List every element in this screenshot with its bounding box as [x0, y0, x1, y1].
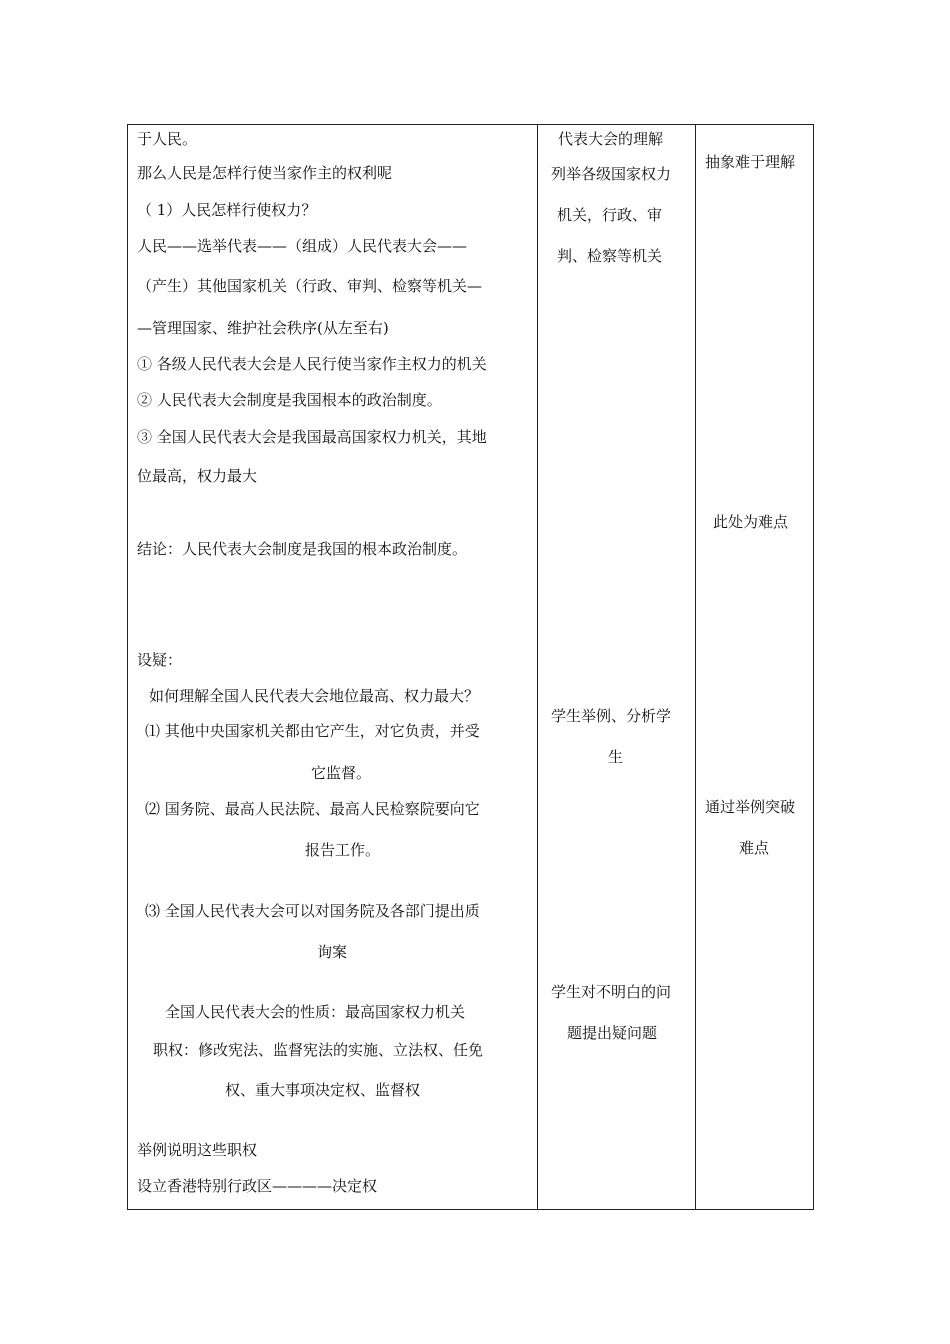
activity-line: 判、检察等机关 — [557, 247, 663, 265]
activity-line: 列举各级国家权力 — [551, 165, 672, 183]
column-divider-2 — [695, 125, 696, 1209]
activity-line: 题提出疑问题 — [567, 1024, 658, 1042]
content-line: 询案 — [317, 943, 348, 961]
content-line: 位最高，权力最大 — [137, 467, 258, 485]
content-line: ① 各级人民代表大会是人民行使当家作主权力的机关 — [137, 355, 487, 373]
content-line: ③ 全国人民代表大会是我国最高国家权力机关，其地 — [137, 428, 487, 446]
content-line: 权、重大事项决定权、监督权 — [225, 1081, 421, 1099]
content-line: 那么人民是怎样行使当家作主的权利呢 — [137, 164, 393, 182]
note-line: 通过举例突破 — [705, 798, 796, 816]
content-line: 如何理解全国人民代表大会地位最高、权力最大？ — [149, 687, 480, 705]
content-line: 于人民。 — [137, 130, 198, 148]
content-line: —管理国家、维护社会秩序(从左至右) — [137, 319, 389, 337]
note-line: 此处为难点 — [713, 513, 789, 531]
activity-line: 机关，行政、审 — [557, 206, 663, 224]
content-line: ⑶ 全国人民代表大会可以对国务院及各部门提出质 — [145, 902, 480, 920]
content-line: 设疑： — [137, 651, 183, 669]
activity-line: 学生举例、分析学 — [551, 707, 672, 725]
note-line: 难点 — [739, 839, 770, 857]
conclusion-line: 结论：人民代表大会制度是我国的根本政治制度。 — [137, 540, 468, 558]
activity-line: 学生对不明白的问 — [551, 983, 672, 1001]
content-line: ② 人民代表大会制度是我国根本的政治制度。 — [137, 391, 442, 409]
content-line: 它监督。 — [311, 764, 372, 782]
column-divider-1 — [537, 125, 538, 1209]
note-line: 抽象难于理解 — [705, 153, 796, 171]
content-line: 职权：修改宪法、监督宪法的实施、立法权、任免 — [153, 1041, 484, 1059]
content-line: 设立香港特别行政区————决定权 — [137, 1177, 378, 1195]
content-line: 报告工作。 — [305, 841, 381, 859]
content-line: 举例说明这些职权 — [137, 1141, 258, 1159]
activity-line: 生 — [608, 748, 624, 766]
content-line: （产生）其他国家机关（行政、审判、检察等机关— — [137, 277, 483, 295]
activity-line: 代表大会的理解 — [558, 130, 664, 148]
content-line: 人民——选举代表——（组成）人民代表大会—— — [137, 237, 468, 255]
content-line: ⑴ 其他中央国家机关都由它产生，对它负责，并受 — [145, 722, 480, 740]
content-line: （ 1）人民怎样行使权力？ — [137, 201, 317, 219]
content-line: ⑵ 国务院、最高人民法院、最高人民检察院要向它 — [145, 800, 480, 818]
content-line: 全国人民代表大会的性质：最高国家权力机关 — [165, 1003, 466, 1021]
